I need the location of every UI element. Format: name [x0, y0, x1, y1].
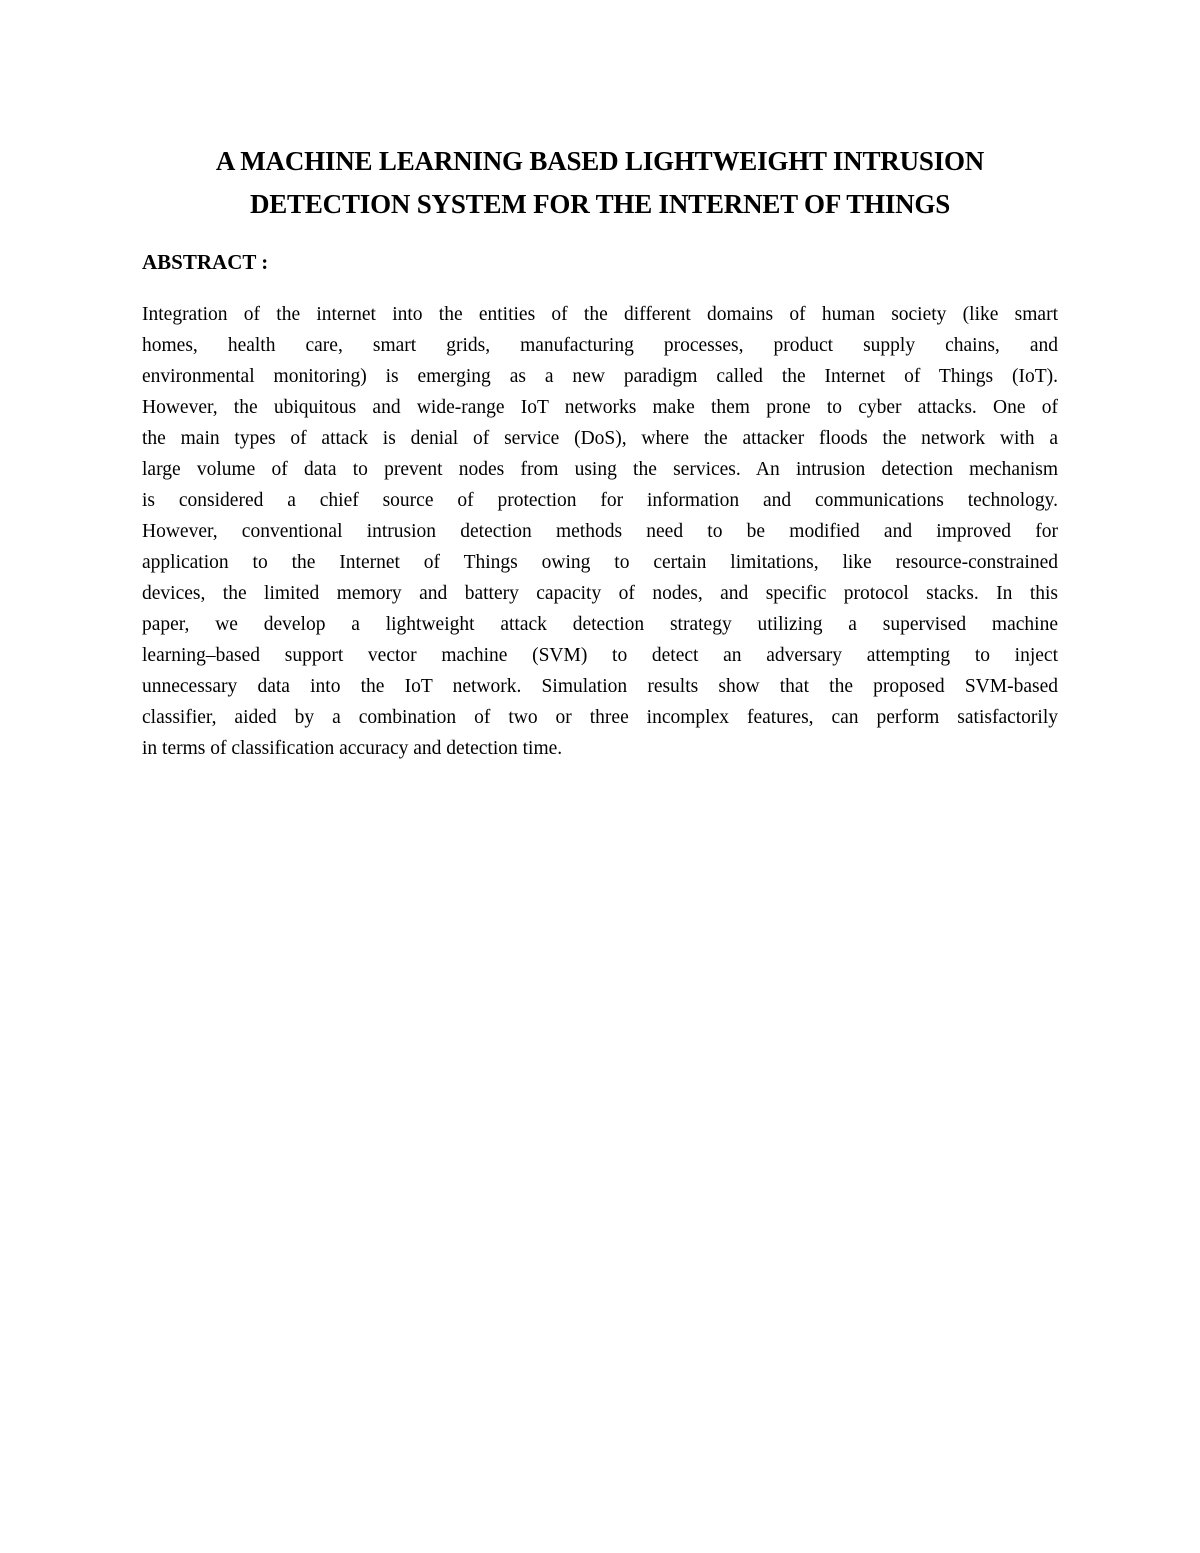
paper-title-line-1: A MACHINE LEARNING BASED LIGHTWEIGHT INTRUSION: [215, 146, 985, 176]
abstract-line-12: learning–based support vector machine (SVM) to detect an adversary attempting to inject: [142, 645, 1058, 666]
abstract-line-5: the main types of attack is denial of service (DoS), where the attacker floods the network with a: [142, 428, 1058, 449]
abstract-line-6: large volume of data to prevent nodes from using the services. An intrusion detection mechanism: [142, 459, 1058, 480]
abstract-line-3: environmental monitoring) is emerging as a new paradigm called the Internet of Things (IoT).: [142, 366, 1058, 387]
abstract-line-4: However, the ubiquitous and wide-range IoT networks make them prone to cyber attacks. One of: [142, 397, 1058, 418]
abstract-line-14: classifier, aided by a combination of two or three incomplex features, can perform satisfactorily: [142, 707, 1058, 728]
abstract-body: [142, 299, 1058, 764]
abstract-line-8: However, conventional intrusion detection methods need to be modified and improved for: [142, 521, 1058, 542]
abstract-line-10: devices, the limited memory and battery capacity of nodes, and specific protocol stacks. In this: [142, 583, 1058, 604]
abstract-line-15: in terms of classification accuracy and detection time.: [142, 738, 563, 759]
abstract-heading: ABSTRACT :: [142, 250, 269, 274]
abstract-line-9: application to the Internet of Things owing to certain limitations, like resource-constrained: [142, 552, 1058, 573]
abstract-line-1: Integration of the internet into the entities of the different domains of human society (like smart: [142, 304, 1058, 325]
abstract-line-13: unnecessary data into the IoT network. Simulation results show that the proposed SVM-based: [142, 676, 1058, 697]
paper-title-line-2: DETECTION SYSTEM FOR THE INTERNET OF THINGS: [249, 189, 951, 219]
abstract-line-11: paper, we develop a lightweight attack detection strategy utilizing a supervised machine: [142, 614, 1058, 635]
paper-title: [120, 140, 1080, 226]
abstract-line-7: is considered a chief source of protection for information and communications technology.: [142, 490, 1058, 511]
abstract-line-2: homes, health care, smart grids, manufacturing processes, product supply chains, and: [142, 335, 1058, 356]
